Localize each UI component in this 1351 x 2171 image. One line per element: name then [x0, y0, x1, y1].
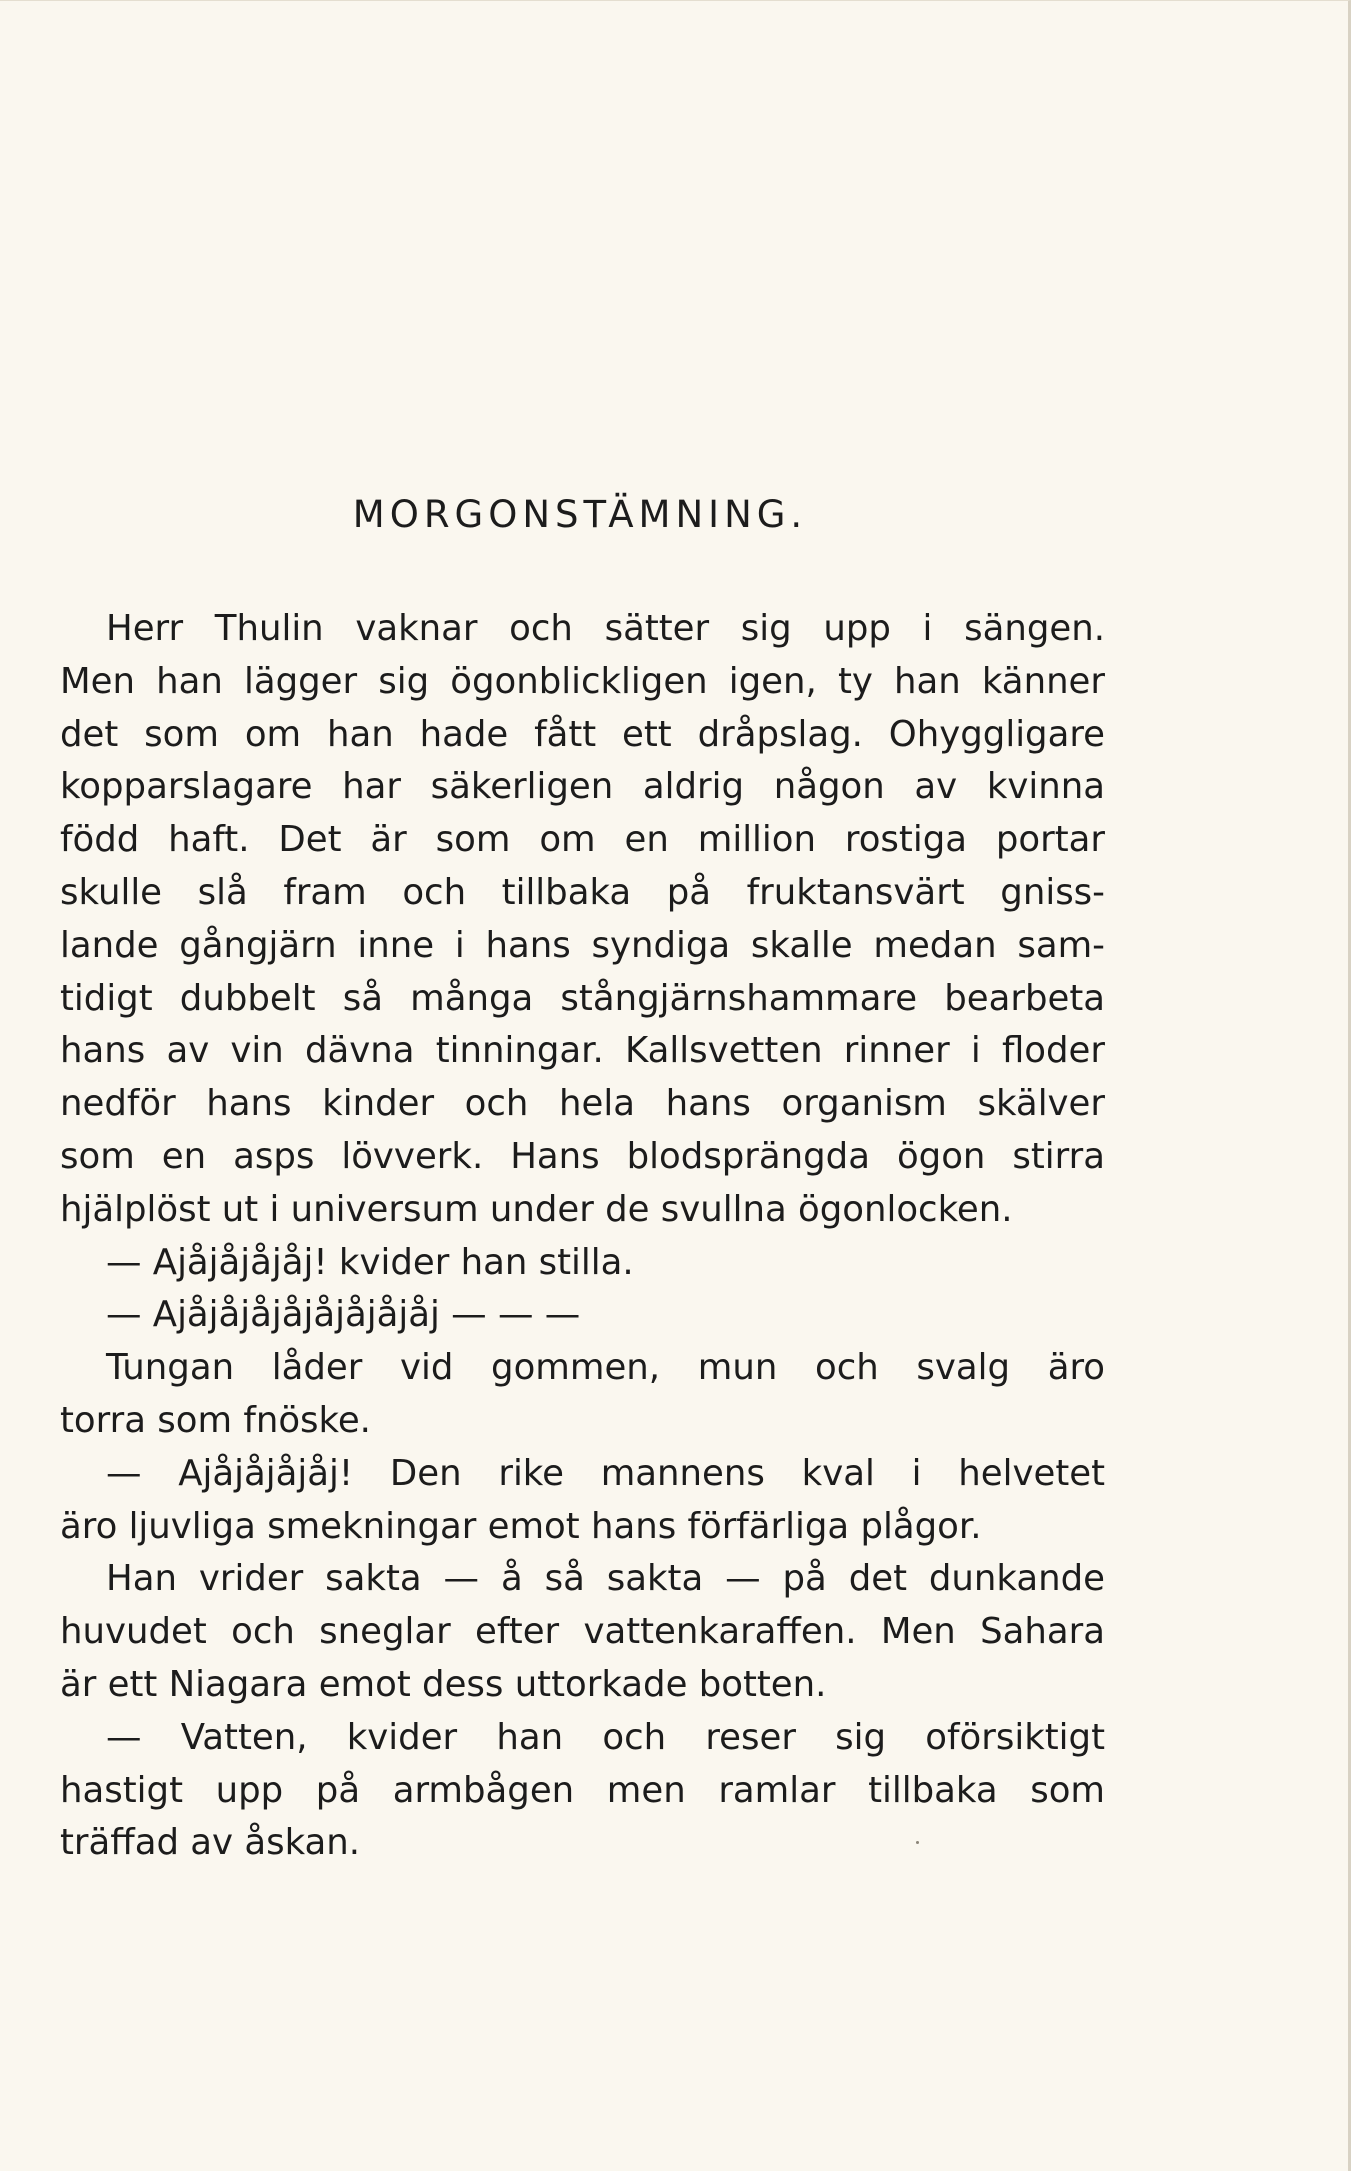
text-line: torra som fnöske. [60, 1399, 371, 1441]
text-line: det som om han hade fått ett dråpslag. Ohyggligare [60, 713, 1105, 755]
text-line: skulle slå fram och tillbaka på fruktansvärt gniss- [60, 871, 1105, 913]
text-line: född haft. Det är som om en million rostiga portar [60, 819, 1105, 861]
text-line: träffad av åskan. [60, 1822, 361, 1864]
text-line: som en asps lövverk. Hans blodsprängda ögon stirra [60, 1135, 1105, 1177]
text-line: hastigt upp på armbågen men ramlar tillbaka som [60, 1769, 1105, 1811]
text-line: kopparslagare har säkerligen aldrig någon av kvinna [60, 766, 1105, 808]
text-line: hans av vin dävna tinningar. Kallsvetten rinner i floder [60, 1030, 1105, 1072]
text-line: lande gångjärn inne i hans syndiga skalle medan sam- [60, 924, 1105, 966]
text-line: Tungan låder vid gommen, mun och svalg äro [106, 1347, 1105, 1389]
text-line: tidigt dubbelt så många stångjärnshammare bearbeta [60, 977, 1105, 1019]
text-line: — Vatten, kvider han och reser sig oförsiktigt [106, 1716, 1105, 1758]
text-line: — Ajåjåjåjåj! Den rike mannens kval i helvetet [106, 1452, 1105, 1494]
paper-speck [916, 1841, 919, 1844]
text-line: äro ljuvliga smekningar emot hans förfärliga plågor. [60, 1505, 982, 1547]
text-line: nedför hans kinder och hela hans organism skälver [60, 1083, 1105, 1125]
text-line: Herr Thulin vaknar och sätter sig upp i sängen. [106, 608, 1105, 649]
body-text [60, 603, 1105, 1870]
text-line: — Ajåjåjåjåjåjåjåjåj — — — [106, 1294, 581, 1336]
text-line: hjälplöst ut i universum under de svullna ögonlocken. [60, 1188, 1013, 1230]
text-line: Han vrider sakta — å så sakta — på det dunkande [106, 1558, 1105, 1600]
text-line: är ett Niagara emot dess uttorkade botten. [60, 1663, 827, 1705]
chapter-title: MORGONSTÄMNING. [352, 493, 808, 536]
text-line: huvudet och sneglar efter vattenkaraffen. Men Sahara [60, 1611, 1105, 1653]
text-line: — Ajåjåjåjåj! kvider han stilla. [106, 1241, 634, 1283]
text-line: Men han lägger sig ögonblickligen igen, ty han känner [60, 660, 1105, 702]
